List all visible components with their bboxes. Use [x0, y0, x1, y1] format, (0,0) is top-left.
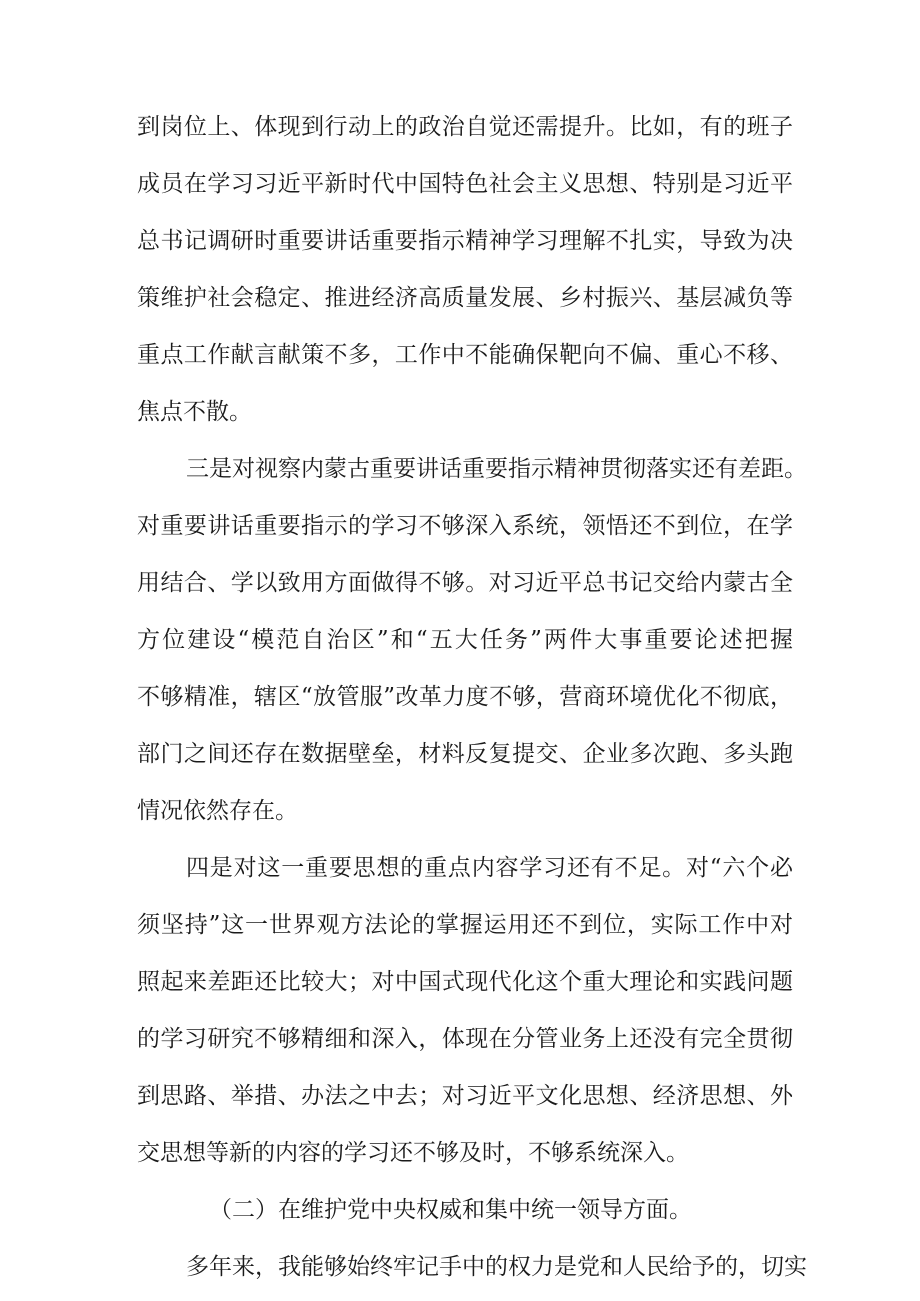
text-line: 用结合、学以致用方面做得不够。对习近平总书记交给内蒙古全: [137, 570, 793, 596]
text-line: 到思路、举措、办法之中去；对习近平文化思想、经济思想、外: [137, 1083, 793, 1109]
text-line: 焦点不散。: [137, 399, 252, 425]
text-line: 须坚持”这一世界观方法论的掌握运用还不到位，实际工作中对: [137, 912, 793, 938]
text-line: 重点工作献言献策不多，工作中不能确保靶向不偏、重心不移、: [137, 342, 793, 368]
text-line: 方位建设“模范自治区”和“五大任务”两件大事重要论述把握: [137, 627, 793, 653]
text-line: 情况依然存在。: [137, 798, 298, 824]
section-heading: （二）在维护党中央权威和集中统一领导方面。: [209, 1197, 692, 1223]
text-line: 的学习研究不够精细和深入，体现在分管业务上还没有完全贯彻: [137, 1026, 793, 1052]
text-line: 成员在学习习近平新时代中国特色社会主义思想、特别是习近平: [137, 171, 793, 197]
text-line: 对重要讲话重要指示的学习不够深入系统，领悟还不到位，在学: [137, 513, 793, 539]
text-line: 交思想等新的内容的学习还不够及时，不够系统深入。: [137, 1140, 689, 1166]
paragraph-heading-line: 三是对视察内蒙古重要讲话重要指示精神贯彻落实还有差距。: [186, 456, 807, 482]
text-line: 总书记调研时重要讲话重要指示精神学习理解不扎实，导致为决: [137, 228, 793, 254]
text-line: 不够精准，辖区“放管服”改革力度不够，营商环境优化不彻底，: [137, 684, 793, 710]
text-line: 多年来，我能够始终牢记手中的权力是党和人民给予的，切实: [186, 1254, 807, 1280]
text-line: 策维护社会稳定、推进经济高质量发展、乡村振兴、基层减负等: [137, 285, 793, 311]
text-line: 到岗位上、体现到行动上的政治自觉还需提升。比如，有的班子: [137, 114, 793, 140]
text-line: 部门之间还存在数据壁垒，材料反复提交、企业多次跑、多头跑: [137, 741, 793, 767]
text-line: 照起来差距还比较大；对中国式现代化这个重大理论和实践问题: [137, 969, 793, 995]
paragraph-heading-line: 四是对这一重要思想的重点内容学习还有不足。对“六个必: [186, 855, 793, 881]
